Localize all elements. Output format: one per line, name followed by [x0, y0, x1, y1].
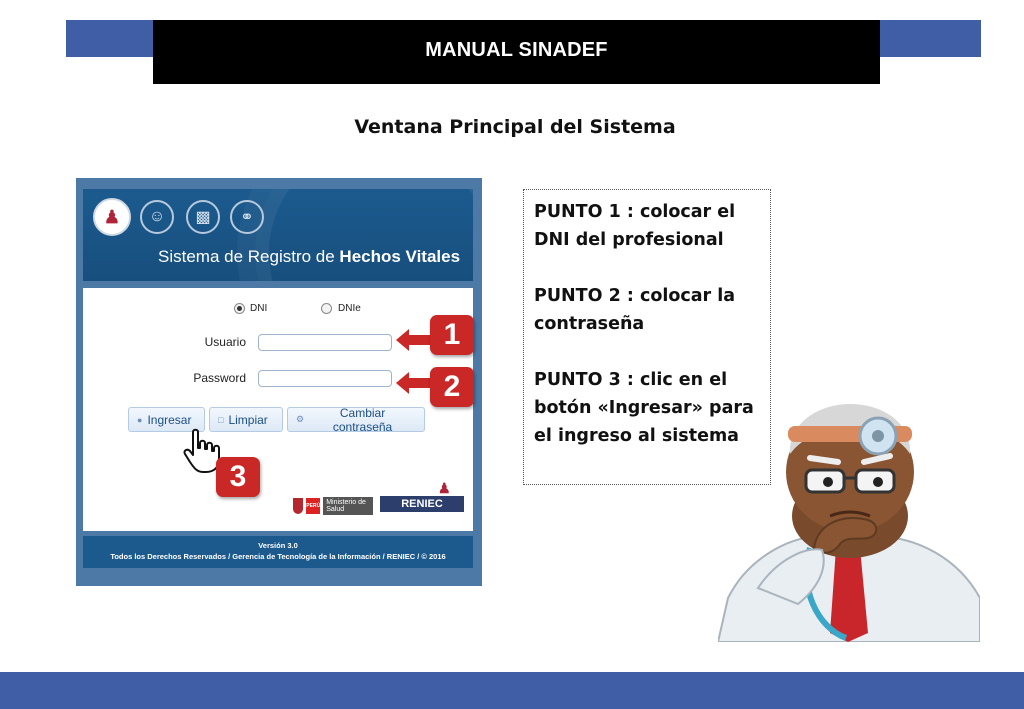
reniec-logo: ♟ RENIEC [380, 480, 464, 518]
dni-radio[interactable] [234, 303, 245, 314]
instruction-3: PUNTO 3 : clic en el botón «Ingresar» para el ingreso al sistema [534, 370, 754, 446]
footer-version: Versión 3.0 [258, 541, 298, 550]
gear-icon: ⚙ [296, 414, 305, 424]
coffin-icon: ▩ [186, 200, 220, 234]
peru-shield-icon [293, 498, 303, 514]
cambiar-contrasena-button[interactable]: ⚙ Cambiar contraseña [287, 407, 425, 432]
usuario-label: Usuario [204, 335, 246, 349]
dni-radio-label: DNI [250, 303, 268, 314]
marker-2: 2 [430, 367, 474, 407]
footer-rights: Todos los Derechos Reservados / Gerencia de Tecnología de la Información / RENIEC / © 2016 [110, 552, 446, 561]
marker-1: 1 [430, 315, 474, 355]
slide-subtitle: Ventana Principal del Sistema [354, 116, 676, 138]
peru-minsa-logo [293, 495, 373, 517]
doctor-illustration [718, 398, 980, 642]
header-title: MANUAL SINADEF [425, 38, 608, 61]
reniec-family-icon: ♟ [93, 198, 131, 236]
usuario-input[interactable] [258, 334, 392, 351]
password-input[interactable] [258, 370, 392, 387]
banner-title: Sistema de Registro de Hechos Vitales [158, 247, 461, 266]
minsa-logo-text: Ministerio de Salud [323, 497, 373, 515]
rings-icon: ⚭ [230, 200, 264, 234]
baby-icon: ☺ [140, 200, 174, 234]
login-banner [83, 189, 473, 281]
peru-flag-logo: PERÚ [306, 498, 320, 514]
arrow-left-icon [396, 329, 432, 351]
dnie-radio[interactable] [321, 303, 332, 314]
trash-icon: □ [218, 414, 224, 425]
instruction-2: PUNTO 2 : colocar la contraseña [534, 286, 736, 334]
login-footer [83, 536, 473, 568]
instruction-1: PUNTO 1 : colocar el DNI del profesional [534, 202, 736, 250]
arrow-left-icon [396, 372, 432, 394]
limpiar-button[interactable]: □ Limpiar [209, 407, 283, 432]
ingresar-button[interactable]: ● Ingresar [128, 407, 205, 432]
footer-band [0, 672, 1024, 709]
password-label: Password [193, 371, 246, 385]
reniec-symbol-icon: ♟ [438, 480, 451, 496]
header-title-box [153, 20, 880, 84]
user-icon: ● [137, 414, 143, 425]
marker-3: 3 [216, 457, 260, 497]
dnie-radio-label: DNIe [338, 303, 361, 314]
